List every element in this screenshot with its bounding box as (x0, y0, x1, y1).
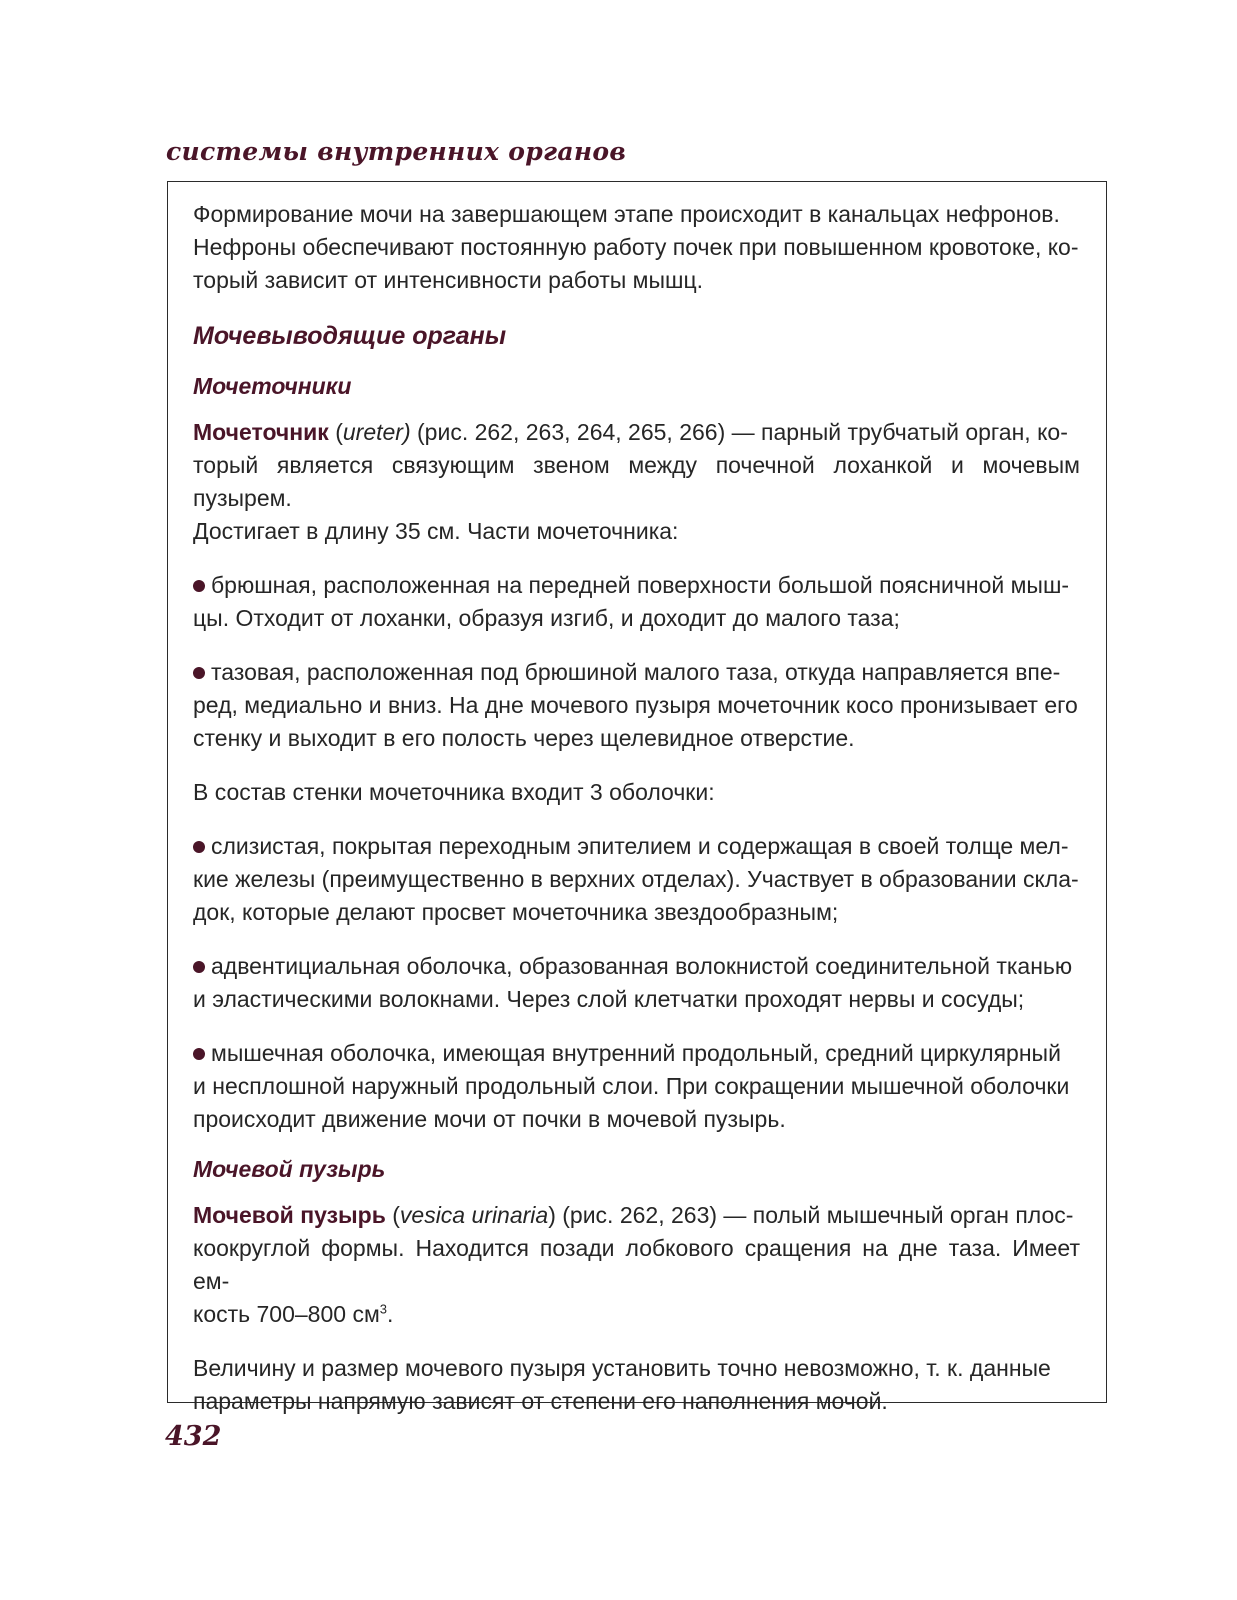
bladder-definition-rest: ) (рис. 262, 263) — полый мышечный орган плос- (548, 1202, 1074, 1228)
list-item-line-2: и эластическими волокнами. Через слой клетчатки проходят нервы и сосуды; (193, 986, 1025, 1012)
bladder-definition (193, 1199, 1080, 1331)
list-item-line-2: кие железы (преимущественно в верхних отделах). Участвует в образовании скла- (193, 866, 1079, 892)
latin-open: ( (385, 1202, 400, 1228)
ureter-layers-intro: В состав стенки мочеточника входит 3 оболочки: (193, 779, 715, 805)
bladder-size-paragraph (193, 1352, 1080, 1418)
bladder-definition-line-2: коокруглой формы. Находится позади лобкового сращения на дне таза. Имеет ем- (193, 1235, 1080, 1294)
ureter-definition-line-2: торый является связующим звеном между почечной лоханкой и мочевым пузырем. (193, 452, 1080, 511)
list-item-line-2: ред, медиально и вниз. На дне мочевого пузыря мочеточник косо пронизывает его (193, 692, 1078, 718)
bladder-size-line-2: параметры напрямую зависят от степени его наполнения мочой. (193, 1388, 888, 1414)
list-item-ureter-pelvic (193, 656, 1080, 755)
list-item-line-3: стенку и выходит в его полость через щелевидное отверстие. (193, 725, 855, 751)
bladder-capacity-text: кость 700–800 см (193, 1301, 380, 1327)
cubic-superscript: 3 (379, 1301, 387, 1317)
list-item-line-2: и несплошной наружный продольный слои. При сокращении мышечной оболочки (193, 1073, 1070, 1099)
ureter-definition-line-3: Достигает в длину 35 см. Части мочеточника: (193, 518, 679, 544)
running-head: системы внутренних органов (166, 137, 627, 166)
bullet-icon (193, 1048, 205, 1060)
list-item-layer-muscular (193, 1037, 1080, 1136)
term-ureter: Мочеточник (193, 419, 329, 445)
intro-line-1: Формирование мочи на завершающем этапе происходит в канальцах нефронов. (193, 201, 1060, 227)
list-item-line-3: док, которые делают просвет мочеточника звездообразным; (193, 899, 839, 925)
bullet-icon (193, 841, 205, 853)
list-item-line-1: мышечная оболочка, имеющая внутренний продольный, средний циркулярный (211, 1040, 1061, 1066)
list-item-line-3: происходит движение мочи от почки в мочевой пузырь. (193, 1106, 786, 1132)
page-number: 432 (165, 1421, 222, 1452)
intro-paragraph (193, 198, 1080, 297)
bullet-icon (193, 961, 205, 973)
content-frame (167, 181, 1107, 1414)
bullet-icon (193, 580, 205, 592)
list-item-line-1: тазовая, расположенная под брюшиной малого таза, откуда направляется впе- (211, 659, 1061, 685)
list-item-layer-mucosa (193, 830, 1080, 929)
ureter-definition-rest: (рис. 262, 263, 264, 265, 266) — парный трубчатый орган, ко- (410, 419, 1068, 445)
latin-bladder: vesica urinaria (399, 1202, 549, 1228)
list-item-layer-adventitia (193, 950, 1080, 1016)
subheading-bladder: Мочевой пузырь (193, 1156, 386, 1182)
list-item-line-1: брюшная, расположенная на передней поверхности большой поясничной мыш- (211, 572, 1070, 598)
bullet-icon (193, 667, 205, 679)
list-item-line-1: адвентициальная оболочка, образованная волокнистой соединительной тканью (211, 953, 1073, 979)
section-heading: Мочевыводящие органы (193, 322, 507, 350)
term-bladder: Мочевой пузырь (193, 1202, 386, 1228)
latin-ureter: ureter) (342, 419, 411, 445)
list-item-ureter-abdominal (193, 569, 1080, 635)
bladder-capacity-end: . (387, 1301, 394, 1327)
subheading-ureters: Мочеточники (193, 373, 352, 399)
ureter-definition (193, 416, 1080, 548)
intro-line-2: Нефроны обеспечивают постоянную работу почек при повышенном кровотоке, ко- (193, 234, 1079, 260)
latin-open: ( (328, 419, 343, 445)
list-item-line-2: цы. Отходит от лоханки, образуя изгиб, и доходит до малого таза; (193, 605, 900, 631)
bladder-size-line-1: Величину и размер мочевого пузыря установить точно невозможно, т. к. данные (193, 1355, 1051, 1381)
list-item-line-1: слизистая, покрытая переходным эпителием и содержащая в своей толще мел- (211, 833, 1069, 859)
intro-line-3: торый зависит от интенсивности работы мышц. (193, 267, 704, 293)
